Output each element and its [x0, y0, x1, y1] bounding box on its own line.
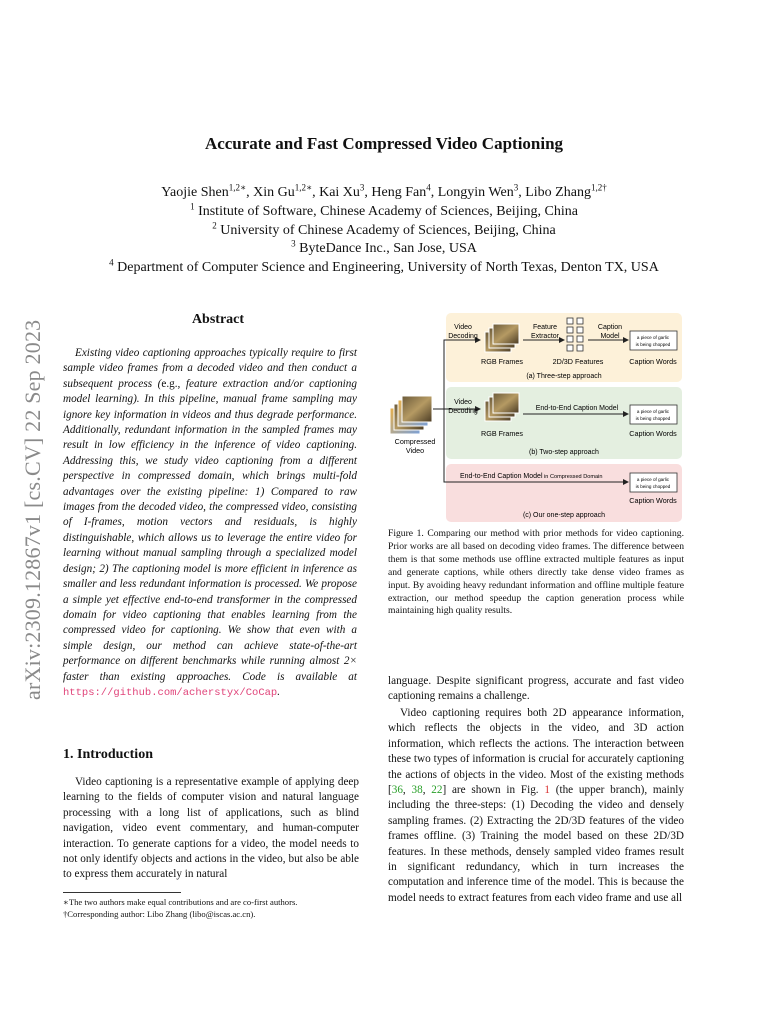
caption-model-label: Model: [600, 333, 620, 340]
abstract-heading: Abstract: [191, 312, 245, 327]
caption-box: [630, 473, 677, 492]
affiliation: $^1$ Institute of Software, Chinese Academy of Sciences, Beijing, China: [190, 201, 578, 219]
caption-box: [630, 405, 677, 424]
section-heading-introduction: 1. Introduction: [63, 747, 153, 762]
figure-1: [388, 312, 686, 524]
author: Heng Fan$^4$: [371, 182, 431, 200]
footnote: †Corresponding author: Libo Zhang (libo@iscas.ac.cn).: [63, 909, 256, 919]
citation-link[interactable]: 38: [411, 784, 423, 797]
caption-words-label: Caption Words: [629, 357, 677, 366]
caption-model-label: Caption: [597, 324, 623, 331]
feature-extractor-label: Extractor: [530, 333, 560, 340]
author: Longyin Wen$^3$: [437, 182, 519, 200]
intro-paragraph: Video captioning requires both 2D appearance information, which reflects the objects in the video, and 3D action information, which reflects the actions. The interaction between these two types of information is crucial for accurately captioning the actions of objects in the video. Most of the existing methods [36, 38, 22] are shown in Fig. 1 (the upper branch), mainly including the three-steps: (1) Decoding the video and densely sampling frames. (2) Extracting the 2D/3D features of the video frames offline. (3) Training the model based on these 2D/3D features. In these methods, densely sampled video frames result in significant redundancy, which in turn increases the computation and inference time of the model. This is because the model needs to extract features from each video frame and use all: [388, 707, 684, 904]
citation-link[interactable]: 36: [391, 784, 403, 797]
arxiv-stamp: arXiv:2309.12867v1 [cs.CV] 22 Sep 2023: [20, 319, 45, 700]
figure-reference-link[interactable]: 1: [544, 784, 550, 797]
footnote: ∗The two authors make equal contributions and are co-first authors.: [63, 897, 298, 907]
intro-paragraph: Video captioning is a representative example of applying deep learning to the fields of computer vision and natural language processing with a long list of applications, such as blind navigation, video event commentary, and human-computer interaction. To generate captions for a video, the model needs to not only identify objects and actions in the video, but also be able to express them accurately in natural: [63, 776, 359, 881]
e2e-compressed-label: End-to-End Caption Model in Compressed Domain: [460, 473, 603, 480]
panel-c-label: (c) Our one-step approach: [522, 512, 606, 519]
rgb-frames-label: RGB Frames: [481, 429, 523, 438]
figure-caption: Figure 1. Comparing our method with prior methods for video captioning. Prior works are all based on decoding video frames. The difference between them is that some methods use offline extracted multiple features as input and generate captions, while others directly take dense video frames as input. By avoiding heavy redundant information and offline multiple feature extraction, our method speedup the caption generation process while maintaining high quality results.: [388, 528, 684, 617]
author: Yaojie Shen$^{1,2∗}$: [161, 182, 247, 200]
author: Xin $Gu^{1,2∗}$: [253, 182, 313, 200]
footnote-divider: [63, 892, 181, 893]
author: Libo Zhang$^{1,2\dagger}$: [525, 182, 607, 200]
panel-b-label: (b) Two-step approach: [529, 449, 599, 456]
figure-1-diagram: [388, 312, 686, 524]
video-decoding-label: Decoding: [448, 333, 478, 340]
features-label: 2D/3D Features: [552, 357, 604, 366]
video-decoding-label: Video: [454, 324, 472, 331]
caption-words-label: Caption Words: [629, 496, 677, 505]
author: Kai Xu$^3$: [319, 182, 365, 200]
panel-a-label: (a) Three-step approach: [526, 373, 602, 380]
caption-text: is being chopped: [635, 416, 671, 421]
video-decoding-label: Video: [454, 399, 472, 406]
code-link[interactable]: https://github.com/acherstyx/CoCap: [63, 686, 278, 699]
compressed-video-label: Video: [405, 446, 425, 455]
abstract-text: Existing video captioning approaches typically require to first sample video frames from a decoded video and then conduct a subsequent process (e.g., feature extraction and/or captioning model learning). In this pipeline, manual frame sampling may ignore key information in videos and thus degrade performance. Additionally, redundant information in the sampled frames may result in low efficiency in the inference of video captioning. Addressing this, we study video captioning from a different perspective in compressed domain, which brings multi-fold advantages over the existing pipeline: 1) Compared to raw images from the decoded video, the compressed video, consisting of I-frames, motion vectors and residuals, is highly distinguishable, which allows us to leverage the entire video for learning without manual sampling through a specialized model design; 2) The captioning model is more efficient in inference as smaller and less redundant information is processed. We propose a simple yet effective end-to-end transformer in the compressed domain for video captioning that enables learning from the compressed video for captioning. We show that even with a simple design, our method can achieve state-of-the-art performance on different benchmarks while running almost 2× faster than existing approaches. Code is available at https://github.com/acherstyx/CoCap.: [63, 347, 357, 699]
author-list: Yaojie Shen$^{1,2∗}$, Xin $Gu^{1,2∗}$, Kai Xu$^3$, Heng Fan$^4$, Longyin Wen$^3$, Libo Zhang$^{1,2\dagger}$: [161, 182, 607, 200]
e2e-model-label: End-to-End Caption Model: [535, 405, 619, 412]
caption-text: is being chopped: [635, 342, 671, 347]
compressed-video-label: Compressed: [394, 437, 436, 446]
caption-text: a piece of garlic: [636, 335, 670, 340]
citation-link[interactable]: 22: [431, 784, 443, 797]
affiliation: $^3$ ByteDance Inc., San Jose, USA: [291, 238, 477, 256]
feature-extractor-label: Feature: [532, 324, 558, 331]
caption-box: [630, 331, 677, 350]
rgb-frames-icon: [485, 324, 519, 352]
rgb-frames-icon: [485, 393, 519, 421]
rgb-frames-label: RGB Frames: [481, 357, 523, 366]
video-decoding-label: Decoding: [448, 408, 478, 415]
caption-words-label: Caption Words: [629, 429, 677, 438]
compressed-video-icon: [390, 396, 432, 434]
intro-paragraph-continued: language. Despite significant progress, accurate and fast video captioning remains a challenge.: [388, 675, 684, 703]
caption-text: a piece of garlic: [636, 477, 670, 482]
caption-text: a piece of garlic: [636, 409, 670, 414]
affiliation: $^2$ University of Chinese Academy of Sciences, Beijing, China: [212, 220, 556, 238]
affiliation: $^4$ Department of Computer Science and Engineering, University of North Texas, Denton TX, USA: [109, 257, 659, 275]
caption-text: is being chopped: [635, 484, 671, 489]
paper-title: Accurate and Fast Compressed Video Captioning: [204, 134, 564, 153]
